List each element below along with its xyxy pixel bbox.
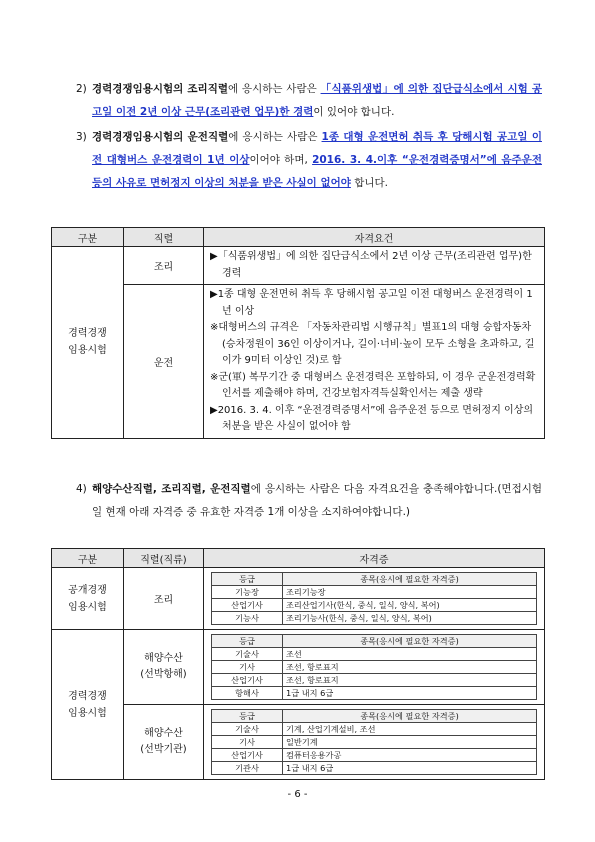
cert-grade: 기사 bbox=[212, 661, 283, 674]
cert-item: 1급 내지 6급 bbox=[283, 687, 537, 700]
requirement-cell bbox=[204, 247, 545, 285]
job-cell: 해양수산 (선박항해) bbox=[124, 630, 204, 705]
cert-grade: 기관사 bbox=[212, 762, 283, 775]
table-row bbox=[52, 705, 545, 780]
header-certificates: 자격증 bbox=[204, 549, 545, 568]
item-3 bbox=[76, 126, 542, 195]
item-emphasis: 해양수산직렬, 조리직렬, 운전직렬 bbox=[92, 483, 251, 495]
subheader-grade: 등급 bbox=[212, 573, 283, 586]
header-requirements: 자격요건 bbox=[204, 228, 545, 247]
requirement-note: ※군(軍) 복무기간 중 대형버스 운전경력은 포함하되, 이 경우 군운전경력확인서를 제출해야 하며, 건강보험자격득실확인서는 제출 생략 bbox=[210, 371, 536, 399]
cert-grade: 산업기사 bbox=[212, 599, 283, 612]
cert-grade: 산업기사 bbox=[212, 674, 283, 687]
certificate-subtable bbox=[211, 709, 537, 775]
item-text-segment: 이 있어야 합니다. bbox=[313, 106, 395, 118]
cert-grade: 기능사 bbox=[212, 612, 283, 625]
subheader-item: 종목(응시에 필요한 자격증) bbox=[283, 710, 537, 723]
header-category: 구분 bbox=[52, 549, 124, 568]
item-emphasis: 경력경쟁임용시험의 조리직렬 bbox=[92, 83, 228, 95]
item-text-segment: 에 응시하는 사람은 bbox=[227, 83, 321, 95]
item-4 bbox=[76, 478, 542, 524]
cert-grade: 기능장 bbox=[212, 586, 283, 599]
item-number: 2) bbox=[76, 83, 87, 95]
cert-item: 조리산업기사(한식, 중식, 일식, 양식, 복어) bbox=[283, 599, 537, 612]
certificate-cell bbox=[204, 568, 545, 630]
table-row bbox=[52, 568, 545, 630]
header-job: 직렬 bbox=[124, 228, 204, 247]
table-row bbox=[52, 285, 545, 439]
item-text bbox=[92, 478, 542, 524]
certificate-subtable bbox=[211, 572, 537, 625]
cert-grade: 기술사 bbox=[212, 723, 283, 736]
requirements-table bbox=[51, 227, 545, 439]
subheader-grade: 등급 bbox=[212, 635, 283, 648]
item-text-segment: 이어야 하며, bbox=[249, 154, 313, 166]
requirement-line: ▶1종 대형 운전면허 취득 후 당해시험 공고일 이전 대형버스 운전경력이 1년 이상 bbox=[210, 289, 533, 317]
certificate-subtable bbox=[211, 634, 537, 700]
certificate-cell bbox=[204, 705, 545, 780]
item-text bbox=[92, 126, 542, 195]
category-cell: 공개경쟁 임용시험 bbox=[52, 568, 124, 630]
requirement-cell bbox=[204, 285, 545, 439]
cert-item: 1급 내지 6급 bbox=[283, 762, 537, 775]
certificate-cell bbox=[204, 630, 545, 705]
job-cell: 운전 bbox=[124, 285, 204, 439]
item-number: 4) bbox=[76, 483, 87, 495]
table-row bbox=[52, 247, 545, 285]
cert-item: 기계, 산업기계설비, 조선 bbox=[283, 723, 537, 736]
cert-item: 조선, 항로표지 bbox=[283, 661, 537, 674]
cert-item: 컴퓨터응용가공 bbox=[283, 749, 537, 762]
certificates-table bbox=[51, 548, 545, 780]
cert-item: 조선, 항로표지 bbox=[283, 674, 537, 687]
header-job: 직렬(직류) bbox=[124, 549, 204, 568]
job-cell: 조리 bbox=[124, 568, 204, 630]
item-highlight: 1종 대형 운전면허 취득 후 당해시험 공고일 이전 대형버스 운전경력이 1년 이상 bbox=[92, 131, 542, 166]
table-header-row bbox=[52, 549, 545, 568]
category-cell: 경력경쟁 임용시험 bbox=[52, 247, 124, 439]
subheader-item: 종목(응시에 필요한 자격증) bbox=[283, 635, 537, 648]
subheader-grade: 등급 bbox=[212, 710, 283, 723]
header-category: 구분 bbox=[52, 228, 124, 247]
page-number: - 6 - bbox=[287, 789, 308, 800]
cert-grade: 기사 bbox=[212, 736, 283, 749]
job-cell: 조리 bbox=[124, 247, 204, 285]
item-emphasis: 경력경쟁임용시험의 운전직렬 bbox=[92, 131, 229, 143]
item-number: 3) bbox=[76, 131, 87, 143]
table-header-row bbox=[52, 228, 545, 247]
cert-grade: 항해사 bbox=[212, 687, 283, 700]
item-text bbox=[92, 78, 542, 124]
cert-item: 조리기능사(한식, 중식, 일식, 양식, 복어) bbox=[283, 612, 537, 625]
category-cell: 경력경쟁 임용시험 bbox=[52, 630, 124, 780]
requirement-line: ▶「식품위생법」에 의한 집단급식소에서 2년 이상 근무(조리관련 업무)한 경력 bbox=[210, 251, 532, 279]
cert-grade: 기술사 bbox=[212, 648, 283, 661]
item-text-segment: 에 응시하는 사람은 다음 자격요건을 충족해야합니다.(면접시험일 현재 아래 자격증 중 유효한 자격증 1개 이상을 소지하여야합니다.) bbox=[92, 483, 542, 518]
item-highlight: 2016. 3. 4.이후 “운전경력증명서”에 음주운전 등의 사유로 면허정지 이상의 처분을 받은 사실이 없어야 bbox=[92, 154, 542, 189]
requirement-note: ※대형버스의 규격은 「자동차관리법 시행규칙」별표1의 대형 승합자동차(승차정원이 36인 이상이거나, 길이·너비·높이 모두 소형을 초과하고, 길이가 9미터 이상인 것)로 함 bbox=[210, 322, 535, 366]
table-row bbox=[52, 630, 545, 705]
requirement-line: ▶2016. 3. 4. 이후 “운전경력증명서”에 음주운전 등으로 면허정지 이상의 처분을 받은 사실이 없어야 함 bbox=[210, 404, 534, 432]
item-text-segment: 에 응시하는 사람은 bbox=[228, 131, 322, 143]
cert-grade: 산업기사 bbox=[212, 749, 283, 762]
item-highlight: 「식품위생법」에 의한 집단급식소에서 시험 공고일 이전 2년 이상 근무(조리관련 업무)한 경력 bbox=[92, 83, 542, 118]
cert-item: 조선 bbox=[283, 648, 537, 661]
job-cell: 해양수산 (선박기관) bbox=[124, 705, 204, 780]
cert-item: 일반기계 bbox=[283, 736, 537, 749]
cert-item: 조리기능장 bbox=[283, 586, 537, 599]
subheader-item: 종목(응시에 필요한 자격증) bbox=[283, 573, 537, 586]
item-text-segment: 합니다. bbox=[350, 177, 388, 189]
item-2 bbox=[76, 78, 542, 124]
